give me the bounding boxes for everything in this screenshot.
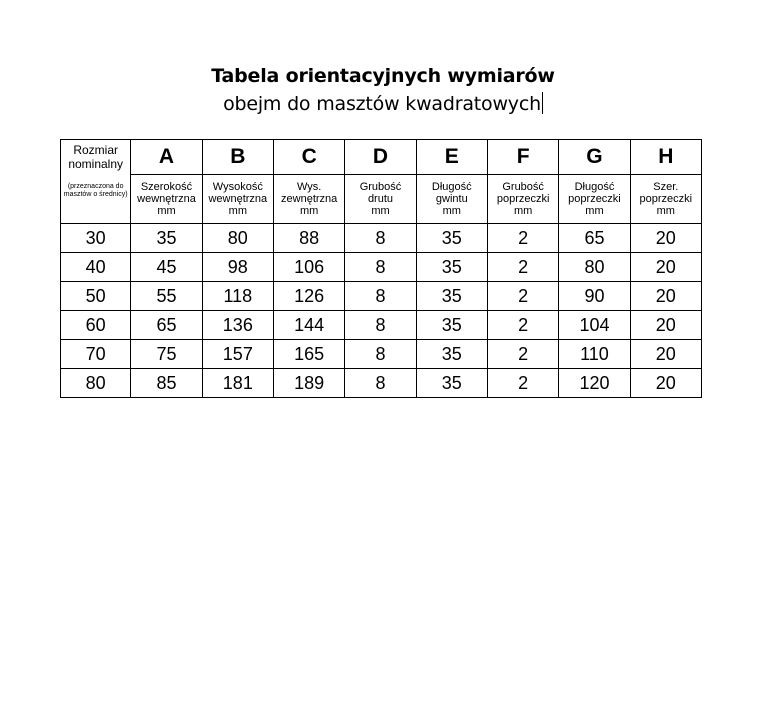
table-cell: 60: [61, 311, 131, 340]
table-cell: 189: [273, 369, 344, 398]
table-cell: 157: [202, 340, 273, 369]
dimensions-table: [60, 139, 702, 398]
column-description: [131, 175, 202, 224]
header-description-row: [61, 175, 702, 224]
table-cell: 50: [61, 282, 131, 311]
table-cell: 35: [416, 311, 487, 340]
table-cell: 144: [273, 311, 344, 340]
rozmiar-label: Rozmiar nominalny: [68, 143, 124, 171]
desc-unit: mm: [442, 205, 461, 217]
column-description: [630, 175, 701, 224]
table-row: [61, 311, 702, 340]
column-description: [559, 175, 630, 224]
table-cell: 8: [345, 340, 416, 369]
column-description: [345, 175, 416, 224]
column-description: [416, 175, 487, 224]
desc-unit: mm: [157, 205, 176, 217]
table-row: [61, 282, 702, 311]
table-cell: 8: [345, 311, 416, 340]
desc-unit: mm: [371, 205, 390, 217]
table-cell: 70: [61, 340, 131, 369]
table-cell: 126: [273, 282, 344, 311]
table-cell: 65: [559, 224, 630, 253]
desc-line: Szer.: [653, 181, 679, 193]
table-cell: 120: [559, 369, 630, 398]
table-cell: 80: [559, 253, 630, 282]
desc-unit: mm: [656, 205, 675, 217]
column-letter: H: [630, 140, 701, 175]
table-row: [61, 253, 702, 282]
page-subtitle-text: obejm do masztów kwadratowych: [223, 93, 541, 115]
table-cell: 2: [487, 224, 558, 253]
table-cell: 20: [630, 224, 701, 253]
table-cell: 75: [131, 340, 202, 369]
column-description: [202, 175, 273, 224]
header-letter-row: [61, 140, 702, 175]
table-cell: 35: [416, 282, 487, 311]
table-cell: 20: [630, 311, 701, 340]
rozmiar-note: (przeznaczona do masztów o średnicy): [63, 183, 128, 198]
table-cell: 2: [487, 253, 558, 282]
table-cell: 8: [345, 253, 416, 282]
table-cell: 35: [416, 253, 487, 282]
page-subtitle: [0, 90, 766, 118]
table-cell: 104: [559, 311, 630, 340]
table-cell: 90: [559, 282, 630, 311]
desc-unit: mm: [585, 205, 604, 217]
table-row: [61, 369, 702, 398]
column-letter: D: [345, 140, 416, 175]
desc-line: Wys.: [296, 181, 322, 193]
column-description: [487, 175, 558, 224]
table-cell: 98: [202, 253, 273, 282]
table-cell: 65: [131, 311, 202, 340]
table-cell: 20: [630, 340, 701, 369]
desc-line: Szerokość: [140, 181, 193, 193]
table-cell: 8: [345, 369, 416, 398]
table-cell: 20: [630, 253, 701, 282]
title-block: [0, 62, 766, 118]
table-cell: 118: [202, 282, 273, 311]
desc-line: zewnętrzna: [281, 193, 338, 205]
desc-unit: mm: [228, 205, 247, 217]
table-row: [61, 224, 702, 253]
desc-line: poprzeczki: [639, 193, 693, 205]
table-cell: 55: [131, 282, 202, 311]
table-cell: 8: [345, 282, 416, 311]
table-cell: 2: [487, 311, 558, 340]
column-letter: F: [487, 140, 558, 175]
table-cell: 35: [416, 369, 487, 398]
text-cursor: [542, 92, 543, 114]
table-cell: 136: [202, 311, 273, 340]
header-cell-rozmiar: [61, 140, 131, 224]
table-cell: 30: [61, 224, 131, 253]
desc-line: Długość: [574, 181, 615, 193]
desc-line: Wysokość: [212, 181, 263, 193]
table-cell: 2: [487, 282, 558, 311]
desc-line: Grubość: [502, 181, 544, 193]
column-letter: G: [559, 140, 630, 175]
table-cell: 8: [345, 224, 416, 253]
table-cell: 20: [630, 282, 701, 311]
desc-line: poprzeczki: [568, 193, 621, 205]
table-cell: 165: [273, 340, 344, 369]
table-cell: 40: [61, 253, 131, 282]
table-cell: 35: [416, 224, 487, 253]
desc-line: wewnętrzna: [208, 193, 268, 205]
column-letter: C: [273, 140, 344, 175]
desc-line: wewnętrzna: [137, 193, 196, 205]
desc-line: Grubość: [359, 181, 402, 193]
desc-line: poprzeczki: [496, 193, 550, 205]
table-cell: 110: [559, 340, 630, 369]
column-letter: A: [131, 140, 202, 175]
table-cell: 80: [202, 224, 273, 253]
desc-line: Długość: [431, 181, 472, 193]
column-letter: B: [202, 140, 273, 175]
page-title: Tabela orientacyjnych wymiarów: [211, 65, 555, 87]
desc-line: gwintu: [435, 193, 468, 205]
table-cell: 85: [131, 369, 202, 398]
table-cell: 20: [630, 369, 701, 398]
desc-line: drutu: [367, 193, 394, 205]
table-row: [61, 340, 702, 369]
table-cell: 35: [416, 340, 487, 369]
table-cell: 80: [61, 369, 131, 398]
desc-unit: mm: [513, 205, 533, 217]
table-cell: 88: [273, 224, 344, 253]
column-description: [273, 175, 344, 224]
column-letter: E: [416, 140, 487, 175]
table-cell: 181: [202, 369, 273, 398]
table-cell: 45: [131, 253, 202, 282]
table-cell: 2: [487, 369, 558, 398]
table-cell: 35: [131, 224, 202, 253]
table-cell: 106: [273, 253, 344, 282]
table-cell: 2: [487, 340, 558, 369]
desc-unit: mm: [299, 205, 319, 217]
